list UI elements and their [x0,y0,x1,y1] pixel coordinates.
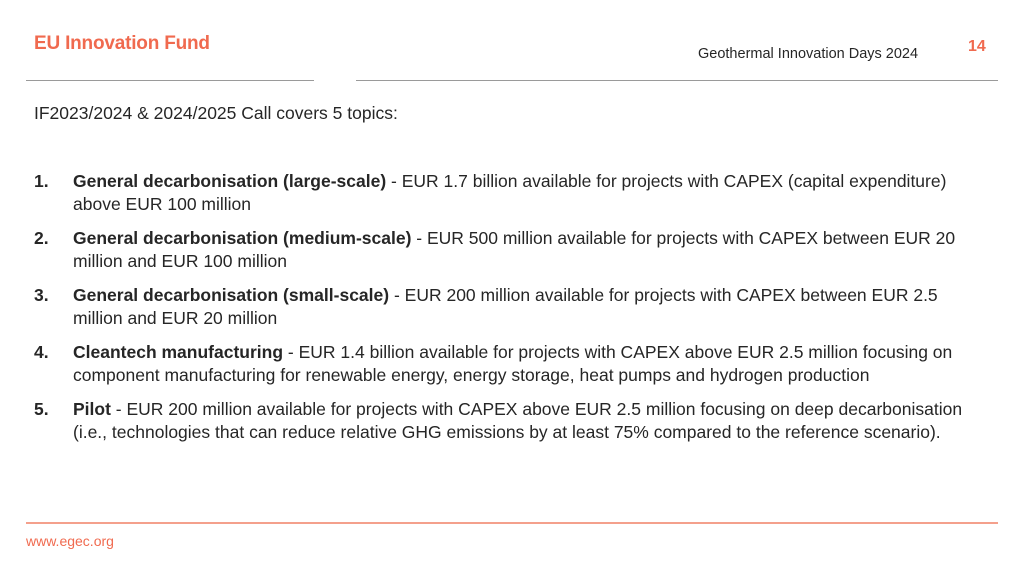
topic-description: - EUR 1.4 billion available for projects with CAPEX above EUR 2.5 million focusing on component manufacturing for renewable energy, energy storage, heat pumps and hydrogen production [73,342,953,385]
topic-description: - EUR 1.7 billion available for projects with CAPEX (capital expenditure) above EUR 100 million [73,171,947,214]
topic-number: 1. [34,171,49,191]
topic-description: - EUR 200 million available for projects with CAPEX between EUR 2.5 million and EUR 20 million [73,285,938,328]
topic-item [34,284,984,330]
page-number: 14 [968,38,986,55]
topic-name: General decarbonisation (medium-scale) [73,228,412,248]
topic-name: General decarbonisation (large-scale) [73,171,387,191]
topic-name: Pilot [73,399,111,419]
header-divider-right [356,80,998,81]
footer-divider [26,522,998,524]
topic-item [34,398,984,444]
header-divider-left [26,80,314,81]
topic-description: - EUR 500 million available for projects with CAPEX between EUR 20 million and EUR 100 million [73,228,956,271]
topic-number: 5. [34,399,49,419]
topic-number: 3. [34,285,49,305]
topic-list [34,170,984,455]
slide-title: EU Innovation Fund [34,33,210,54]
topic-description: - EUR 200 million available for projects with CAPEX above EUR 2.5 million focusing on deep decarbonisation (i.e., technologies that can reduce relative GHG emissions by at least 75% compared to the reference scenario). [73,399,963,442]
event-name: Geothermal Innovation Days 2024 [698,46,919,62]
topic-name: General decarbonisation (small-scale) [73,285,390,305]
topic-item [34,227,984,273]
topic-number: 4. [34,342,49,362]
topic-number: 2. [34,228,49,248]
footer-link[interactable]: www.egec.org [26,533,114,549]
topic-item [34,341,984,387]
topic-name: Cleantech manufacturing [73,342,284,362]
topic-item [34,170,984,216]
intro-text: IF2023/2024 & 2024/2025 Call covers 5 topics: [34,103,398,123]
